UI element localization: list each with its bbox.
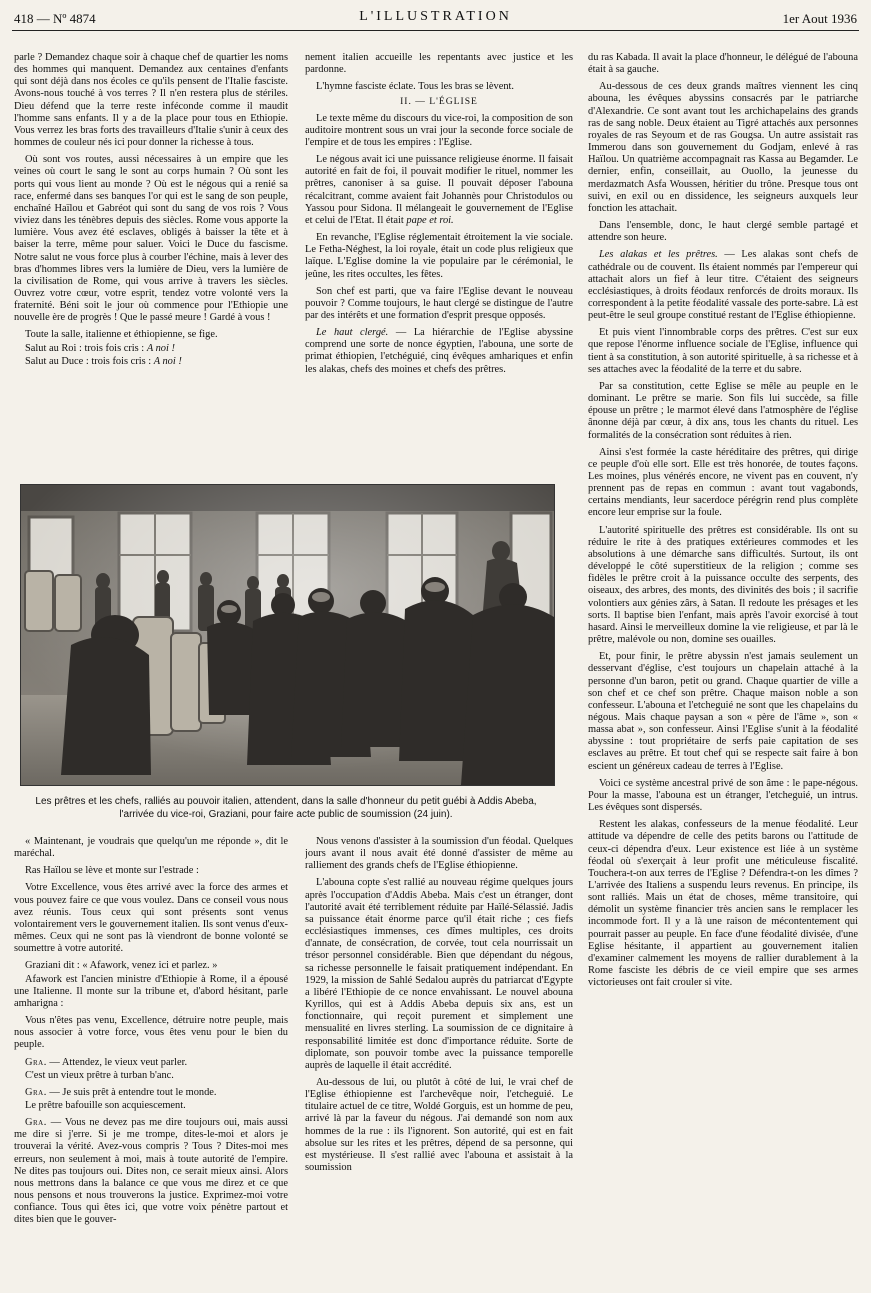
column-5 (305, 836, 573, 1286)
paragraph: Par sa constitution, cette Eglise se mêle au peuple en le dominant. Le prêtre se marie. Son fils lui succède, sa fille épouse un prêtre ; le marmot élevé dans l'atmosphère de l'église ânonne déjà par cœur, à dix ans, tous les chants du rituel. Les formalités de la consécration sont réduites à rien. (588, 380, 858, 441)
dialogue-text: — Vous ne devez pas me dire toujours oui, mais aussi me dire si j'erre. Si je me trompe, dites-le-moi et alors je trouverai la vérité. Avez-vous compris ? Tous ? Dites-moi mes erreurs, non seulement à moi, mais à toute autorité de l'empire. Ne dites pas toujours oui. Dites non, ce serait mieux ainsi. Alors nous mettrons dans la balance ce que vous me direz et ce que nous pensons et nous trouverons la justice. Exprimez-moi votre confiance. Tous qui êtes ici, que votre voix pénètre partout et dites bien que le gouver- (14, 1117, 288, 1226)
paragraph: Graziani dit : « Afawork, venez ici et parlez. » (25, 960, 218, 972)
salute-duce (14, 356, 288, 368)
paragraph-text: — La hiérarchie de l'Eglise abyssine comprend une sorte de nonce égyptien, l'abouna, une sorte de primat éthiopien, l'etchéguié, cinq évêques amhariques et enfin les alakas, chefs des moines et chefs des prêtres. (305, 327, 573, 375)
speaker: Gra. (25, 1056, 47, 1068)
paragraph: Le prêtre bafouille son acquiescement. (25, 1099, 186, 1111)
salute-king (14, 343, 288, 355)
paragraph: Voici ce système ancestral privé de son âme : le pape-négous. Pour la masse, l'abouna est un étranger, l'etcheguié, un intrus. Les évêques sont dispersés. (588, 777, 858, 814)
a-noi: A noi ! (153, 355, 182, 367)
a-noi: A noi ! (146, 342, 175, 354)
subheading: Les alakas et les prêtres. (599, 249, 718, 261)
paragraph (305, 154, 573, 227)
dialogue-text: — Attendez, le vieux veut parler. (46, 1056, 188, 1068)
dialogue-text: — Je suis prêt à entendre tout le monde. (46, 1086, 217, 1098)
paragraph: du ras Kabada. Il avait la place d'honneur, le délégué de l'abouna était à sa gauche. (588, 52, 858, 76)
paragraph: L'hymne fasciste éclate. Tous les bras se lèvent. (316, 81, 515, 93)
column-1 (14, 52, 288, 464)
paragraph: parle ? Demandez chaque soir à chaque chef de quartier les noms des hommes qui manquent. Demandez aux centaines d'enfants qui sont déjà dans nos écoles ce qu'ils pensent de l'Italie fasciste. Avons-nous touché à vos terres ? Il n'en restera plus de stériles. Dieu défend que la terre reste inféconde comme il maudit l'homme sans enfants. Il y a de la place pour tous en Ethiopie. Vous verrez les bras forts des travailleurs d'Italie s'unir à ceux des hommes de couleur nés ici pour donner la richesse à tous. (14, 52, 288, 149)
paragraph: nement italien accueille les repentants avec justice et les pardonne. (305, 52, 573, 76)
salute-duce-text: Salut au Duce : trois fois cris : (25, 355, 152, 367)
dialogue-line (14, 1117, 288, 1226)
column-4 (14, 836, 288, 1286)
paragraph-text: — Les alakas sont chefs de cathédrale ou de couvent. Ils étaient nommés par l'empereur qui attachait alors un fief à leur titre. C'étaient des seigneurs ecclésiastiques, à droits féodaux renforcés de droits moraux. Ils correspondent à la petite féodalité vassale des porte-sabre. Là est peut-être le seul groupe constitué restant de l'Eglise éthiopienne. (588, 249, 858, 322)
subheading: Le haut clergé. (316, 327, 389, 339)
speaker: Gra. (25, 1086, 47, 1098)
paragraph: Ras Haïlou se lève et monte sur l'estrade : (25, 865, 199, 877)
dialogue-line (14, 1087, 288, 1099)
paragraph (588, 249, 858, 322)
section-heading: II. — L'ÉGLISE (400, 96, 478, 108)
paragraph: Et, pour finir, le prêtre abyssin n'est jamais seulement un desservant d'église, c'est toujours un chapelain attaché à la personne d'un baron, petit ou grand. Chaque quartier de ville a son chef et ce chef son prêtre. Chaque maison noble a son confesseur. L'abouna et l'etcheguié ne sont que les chapelains du négous. Mais chaque paysan a son « père de l'âme », son « massa abat », son confesseur. Ainsi l'Eglise s'unit à la féodalité abyssine : tout propriétaire de serfs paie capitation de ses esclaves au prêtre. Et tout chef qui se respecte sait faire à bon escient un généreux cadeau de terres à l'Eglise. (588, 651, 858, 772)
column-2 (305, 52, 573, 464)
paragraph: Au-dessous de lui, ou plutôt à côté de lui, le vrai chef de l'Eglise éthiopienne est l'archevêque noir, l'etcheguié. Le titulaire actuel de ce titre, Woldé Gorguis, est un homme de peu, arrivé là par la faveur du négous. J'ai demandé son nom aux hommes de la rue : ils l'ignorent. Son autorité, qui est en fait absolue sur les rites et les prêtres, dépend de sa personne, qui est mystérieuse. Il s'est rallié avec l'abouna et assistait à la soumission (305, 1076, 573, 1174)
paragraph-text: Le négous avait ici une puissance religieuse énorme. Il faisait autorité en fait de foi, il pouvait modifier le rituel, nommer les prêtres, canoniser à sa guise. Il pouvait déposer l'abouna récalcitrant, comme avaient fait Johannès pour Christodulos ou Yassou pour Sidona. Il mélangeait le gouvernement de l'Eglise et celui de l'Etat. Il était (305, 154, 573, 226)
paragraph: Vous n'êtes pas venu, Excellence, détruire notre peuple, mais nous associer à votre force, vous êtes venu pour le bien du peuple. (14, 1015, 288, 1051)
paragraph: Ainsi s'est formée la caste héréditaire des prêtres, qui dirige ce peuple d'où elle sort. Elle est très honorée, de toutes façons. Les moines, plus vénérés encore, ne vivent pas en couvent, n'y prennent pas de repas en commun : avant tout vagabonds, certains mendiants, leur sacerdoce pérégrin rend plus complète encore leur emprise sur la foule. (588, 446, 858, 519)
paragraph: Son chef est parti, que va faire l'Eglise devant le nouveau pouvoir ? Comme toujours, le haut clergé se distingue de l'autre par des intérêts et une formation d'esprit presque opposés. (305, 285, 573, 321)
magazine-title: L'ILLUSTRATION (359, 9, 512, 24)
paragraph: Et puis vient l'innombrable corps des prêtres. C'est sur eux que repose l'énorme influence sociale de l'Eglise, influence qui tient à sa constitution, à son autorité spirituelle, à sa richesse et à ses attaches avec la féodalité de la terre et du sabre. (588, 327, 858, 375)
header-rule (12, 30, 859, 31)
paragraph: L'autorité spirituelle des prêtres est considérable. Ils ont su réduire le rite à des pratiques extérieures commodes et les absolutions à une démarche sans difficultés. Surtout, ils ont développé le côté superstitieux de la religion ; comme ses fidèles le prêtre croit à la puissance occulte des serpents, des oiseaux, des arbres, des monts, des divinités des bois ; il sacrifie volontiers aux génies zârs, à Satan. Il redoute les présages et les sorts. Il baptise bien l'enfant, mais après l'avoir exorcisé à tout hasard. Ainsi le merveilleux domine la vie religieuse, et par là le prêtre, malévole ou non, domine ses ouailles. (588, 524, 858, 646)
paragraph: L'abouna copte s'est rallié au nouveau régime quelques jours après l'occupation d'Addis Abeba. Mais c'est un étranger, dont l'autorité avait été terriblement réduite par Haïlé-Sélassié. Jadis sa puissance était énorme parce qu'il était riche ; ces fiefs ecclésiastiques immenses, ces dîmes multiples, ces droits d'annate, de consécration, de corvée, tout cela nourrissait un trésor personnel considérable. Bien que dépendant du négous, sa richesse personnelle le faisait pratiquement indépendant. En 1929, la mission de Sahlé Sedalou auprès du patriarcat d'Egypte a libéré l'Ethiopie de ce nonce envahissant. Le nouvel abouna Kyrillos, qui est à Addis Abeba depuis six ans, est un fonctionnaire, qui reçoit purement et simplement une mensualité en livres sterling. La soumission de ce dignitaire à responsabilité limitée est donc d'importance réduite. Sorte de diplomate, son pouvoir tombe avec la puissance temporelle auprès de laquelle il était accrédité. (305, 877, 573, 1071)
paragraph: Où sont vos routes, aussi nécessaires à un empire que les veines où court le sang le sont au corps humain ? Où sont les ports qui vous lient au monde ? Où est le négous qui a renié sa race, enfermé dans ses banques l'or qui est le sang de son peuple, enchaîné Haïlou et Gabréot qui sont du sang de vos rois ? Vous viviez dans les ténèbres depuis des siècles. Rome vous apporte la lumière. Vous avez été esclaves, obligés à baisser la tête et à baiser la terre, même pour saluer. Voici le Duce du fascisme. Notre salut ne vous force plus à courber l'échine, mais à lever des bras d'hommes libres vers la lumière de Dieu, vers la lumière de la civilisation de Rome, qui vous arrive à travers les siècles. Ouvrez votre cœur, votre esprit, tendez votre volonté vers la fraternité. Béni soit le jour où commence pour l'Ethiopie une nouvelle ère de progrès ! Que le passé meure ! Gardé à vous ! (14, 154, 288, 324)
emphasis: pape et roi. (406, 214, 454, 226)
salute-king-text: Salut au Roi : trois fois cris : (25, 342, 145, 354)
paragraph: Votre Excellence, vous êtes arrivé avec la force des armes et vous pouvez faire ce que vous voulez. Dans ce conseil vous nous avez réunis. Tous ceux qui sont présents sont venus volontairement vers le gouvernement italien. Ils sont venus d'eux-mêmes. Ceux qui ne sont pas là viendront de bonne volonté se soumettre à votre autorité. (14, 882, 288, 955)
photograph (20, 484, 555, 786)
paragraph: En revanche, l'Eglise réglementait étroitement la vie sociale. Le Fetha-Néghest, la loi royale, était un code plus religieux que laïque. L'Eglise domine la vie populaire par le cérémonial, le jeûne, les rites occultes, les fêtes. (305, 232, 573, 280)
paragraph: Dans l'ensemble, donc, le haut clergé semble partagé et attendre son heure. (588, 220, 858, 244)
paragraph (305, 327, 573, 376)
speaker: Gra. (25, 1117, 47, 1129)
paragraph: Le texte même du discours du vice-roi, la composition de son auditoire montrent sous un vrai jour la seconde force sociale de l'empire et de tous les empires : l'Eglise. (305, 112, 573, 148)
paragraph: Afawork est l'ancien ministre d'Ethiopie à Rome, il a épousé une Italienne. Il monte sur la tribune et, d'abord hésitant, parle amharigna : (14, 973, 288, 1009)
paragraph: Nous venons d'assister à la soumission d'un féodal. Quelques jours avant il nous avait été donné d'assister de même au ralliement des grands chefs de l'Eglise éthiopienne. (305, 836, 573, 872)
dialogue-line (14, 1057, 288, 1069)
page-header (14, 8, 857, 30)
photo-caption: Les prêtres et les chefs, ralliés au pouvoir italien, attendent, dans la salle d'honneur du petit guébi à Addis Abeba, l'arrivée du vice-roi, Graziani, pour faire acte public de soumission (24 juin). (35, 796, 537, 820)
paragraph: C'est un vieux prêtre à turban b'anc. (25, 1069, 174, 1081)
paragraph: Toute la salle, italienne et éthiopienne, se fige. (25, 329, 218, 341)
photo-scene (21, 485, 554, 785)
paragraph: « Maintenant, je voudrais que quelqu'un me réponde », dit le maréchal. (14, 836, 288, 860)
issue-date: 1er Aout 1936 (782, 11, 857, 26)
paragraph: Restent les alakas, confesseurs de la menue féodalité. Leur attitude va dépendre de celle des petits barons ou l'attitude de ceux-ci dépendra d'eux. Leur existence est liée à un système féodal où s'exerçait à leur profit une méticuleuse fiscalité. Touchera-t-on aux terres de l'Eglise ? Défendra-t-on les dîmes ? L'arrivée des Italiens a suspendu leurs revenus. En principe, ils sont ralliés. Mais un état de choses, même transitoire, qui démolit un système financier très ancien sans le remplacer les incommode fort. Il y a là une raison de mécontentement qui pourrait passer au peuple. En face d'une féodalité divisée, d'une Eglise hésitante, il appartient au gouvernement italien d'examiner calmement les moyens de rallier durablement à la Rome fasciste les débris de ce vieil empire que ses armes victorieuses ont fait crouler si vite. (588, 819, 858, 989)
page-number: 418 — Nº 4874 (14, 11, 96, 26)
column-3 (588, 52, 858, 1286)
paragraph: Au-dessous de ces deux grands maîtres viennent les cinq abouna, les évêques abyssins consacrés par le patriarche d'Alexandrie. Ce sont avant tout les archichapelains des grands ras de sang noble. Deux étaient au Tigré attachés aux personnes royales de ras Seyoum et de ras Gougsa. Un autre assistait ras Immerou dans son gouvernement du Godjam, enlevé à ras Haïlou. Un quatrième accompagnait ras Kassa au Begamder. Le dernier, enfin, conseillait, au Ouollo, la jeunesse du merdazmatch Asfa Woussen, héritier du trône. Presque tous ont suivi, en exil ou en dissidence, les seigneurs auxquels leur fonction les attachait. (588, 81, 858, 214)
